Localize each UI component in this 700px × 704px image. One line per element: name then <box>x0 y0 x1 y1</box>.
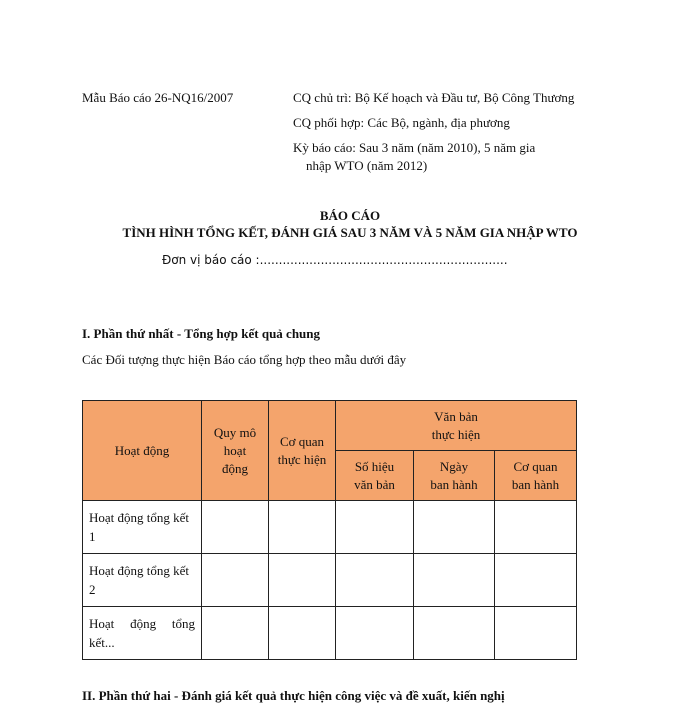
header-agency: Cơ quan thực hiện <box>269 401 336 501</box>
table-cell <box>414 554 495 607</box>
table-row <box>83 607 577 660</box>
table-cell <box>202 607 269 660</box>
row-label: Hoạt động tổng kết... <box>83 607 202 660</box>
header-activity: Hoạt động <box>83 401 202 501</box>
reporting-unit-line: Đơn vị báo cáo :................................................................. <box>162 253 508 267</box>
header-documents: Văn bản thực hiện <box>336 401 577 451</box>
row-label: Hoạt động tổng kết 2 <box>83 554 202 607</box>
table-cell <box>336 554 414 607</box>
header-issue-date: Ngày ban hành <box>414 451 495 501</box>
lead-agency: CQ chủ trì: Bộ Kế hoạch và Đầu tư, Bộ Công Thương <box>293 90 575 105</box>
table-cell <box>269 607 336 660</box>
report-subtitle: TÌNH HÌNH TỔNG KẾT, ĐÁNH GIÁ SAU 3 NĂM VÀ 5 NĂM GIA NHẬP WTO <box>122 225 578 240</box>
table-cell <box>202 501 269 554</box>
table-cell <box>269 501 336 554</box>
table-cell <box>414 607 495 660</box>
report-title: BÁO CÁO <box>319 208 381 223</box>
header-issuer: Cơ quan ban hành <box>495 451 577 501</box>
row-label: Hoạt động tổng kết 1 <box>83 501 202 554</box>
table-cell <box>495 607 577 660</box>
section-1-heading: I. Phần thứ nhất - Tổng hợp kết quả chung <box>82 326 321 341</box>
table-cell <box>495 501 577 554</box>
form-code: Mẫu Báo cáo 26-NQ16/2007 <box>82 90 234 105</box>
section-1-intro: Các Đối tượng thực hiện Báo cáo tổng hợp theo mẫu dưới đây <box>82 352 407 367</box>
table-cell <box>336 501 414 554</box>
table-row <box>83 501 577 554</box>
coordinating-agency: CQ phối hợp: Các Bộ, ngành, địa phương <box>293 115 510 130</box>
table-cell <box>495 554 577 607</box>
report-period-line1: Kỳ báo cáo: Sau 3 năm (năm 2010), 5 năm gia <box>293 140 536 155</box>
table-cell <box>202 554 269 607</box>
header-scale: Quy mô hoạt động <box>202 401 269 501</box>
table-cell <box>414 501 495 554</box>
header-doc-number: Số hiệu văn bản <box>336 451 414 501</box>
report-period-line2: nhập WTO (năm 2012) <box>306 158 428 173</box>
table-row <box>83 554 577 607</box>
section-2-heading: II. Phần thứ hai - Đánh giá kết quả thực hiện công việc và đề xuất, kiến nghị <box>82 688 505 703</box>
summary-table <box>82 400 577 660</box>
table-cell <box>269 554 336 607</box>
table-cell <box>336 607 414 660</box>
